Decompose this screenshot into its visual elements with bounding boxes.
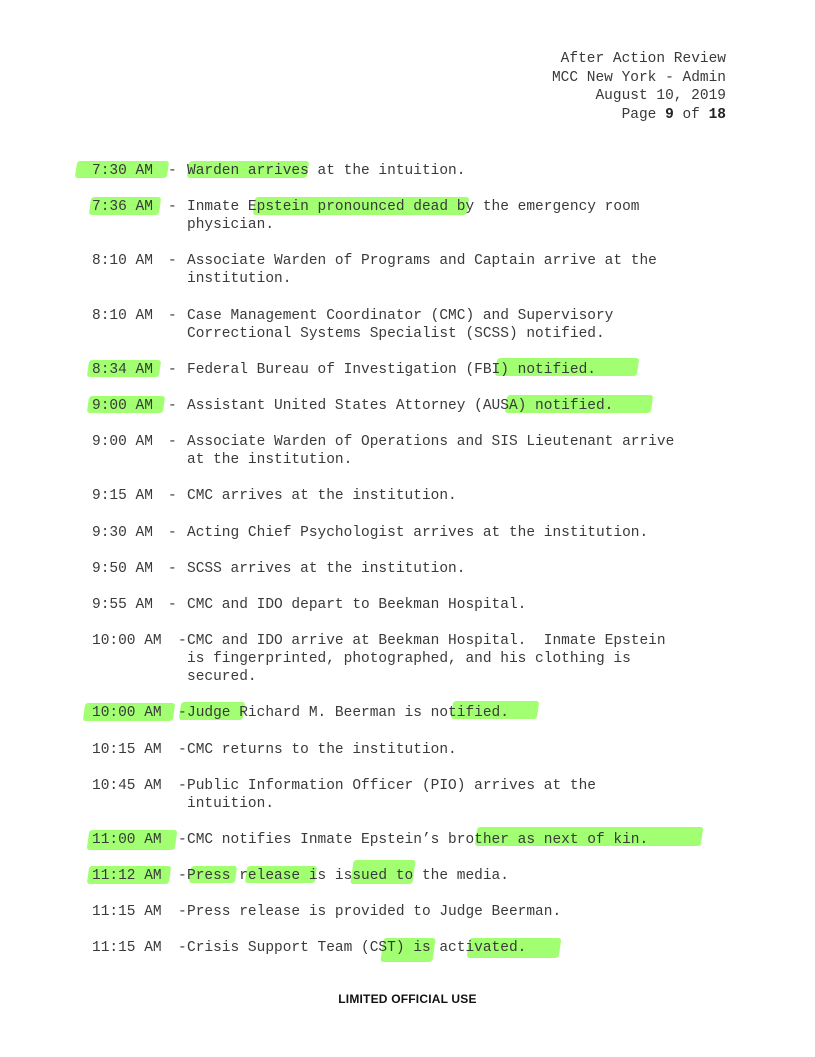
entry-description: Press release is issued to the media. — [187, 868, 509, 884]
entry-time: 10:00 AM — [92, 705, 162, 721]
entry-dash: - — [168, 308, 177, 324]
entry-dash: - — [168, 398, 177, 414]
entry-description: Press release is provided to Judge Beerman. — [187, 904, 562, 920]
entry-description: Acting Chief Psychologist arrives at the institution. — [187, 525, 649, 541]
entry-description: SCSS arrives at the institution. — [187, 561, 466, 577]
entry-dash: - — [168, 525, 177, 541]
entry-time: 10:15 AM — [92, 742, 162, 758]
entry-time: 11:15 AM — [92, 940, 162, 956]
entry-time: 8:34 AM — [92, 362, 153, 378]
entry-dash: - — [178, 705, 187, 721]
entry-dash: - — [168, 253, 177, 269]
entry-description: CMC and IDO arrive at Beekman Hospital. Inmate Epstein is fingerprinted, photographed, and his clothing is secured. — [187, 633, 666, 685]
entry-dash: - — [178, 633, 187, 649]
classification-footer: LIMITED OFFICIAL USE — [338, 992, 477, 1006]
entry-dash: - — [178, 778, 187, 794]
entry-dash: - — [168, 434, 177, 450]
entry-description: Warden arrives at the intuition. — [187, 163, 466, 179]
entry-time: 11:15 AM — [92, 904, 162, 920]
entry-time: 8:10 AM — [92, 253, 153, 269]
entry-time: 11:12 AM — [92, 868, 162, 884]
page-number: 9 — [665, 106, 674, 123]
entry-description: Assistant United States Attorney (AUSA) notified. — [187, 398, 614, 414]
page-prefix: Page — [621, 106, 666, 123]
entry-description: Associate Warden of Operations and SIS Lieutenant arrive at the institution. — [187, 434, 675, 468]
entry-description: Judge Richard M. Beerman is notified. — [187, 705, 509, 721]
entry-description: Associate Warden of Programs and Captain arrive at the institution. — [187, 253, 657, 287]
entry-description: Inmate Epstein pronounced dead by the emergency room physician. — [187, 199, 640, 233]
entry-time: 7:30 AM — [92, 163, 153, 179]
entry-description: CMC returns to the institution. — [187, 742, 457, 758]
entry-dash: - — [168, 163, 177, 179]
entry-dash: - — [178, 940, 187, 956]
entry-dash: - — [168, 199, 177, 215]
page-of: of — [673, 106, 709, 123]
entry-dash: - — [168, 561, 177, 577]
entry-time: 10:00 AM — [92, 633, 162, 649]
entry-dash: - — [168, 597, 177, 613]
entry-dash: - — [178, 742, 187, 758]
entry-description: Case Management Coordinator (CMC) and Supervisory Correctional Systems Specialist (SCSS) notified. — [187, 308, 614, 342]
page-total: 18 — [708, 106, 726, 123]
entry-time: 9:00 AM — [92, 434, 153, 450]
entry-description: Public Information Officer (PIO) arrives at the intuition. — [187, 778, 596, 812]
header-title: After Action Review — [560, 51, 726, 67]
entry-description: Crisis Support Team (CST) is activated. — [187, 940, 527, 956]
entry-time: 9:30 AM — [92, 525, 153, 541]
entry-description: CMC and IDO depart to Beekman Hospital. — [187, 597, 527, 613]
entry-time: 8:10 AM — [92, 308, 153, 324]
entry-description: Federal Bureau of Investigation (FBI) notified. — [187, 362, 596, 378]
header-facility: MCC New York - Admin — [551, 69, 726, 86]
entry-dash: - — [178, 904, 187, 920]
entry-dash: - — [168, 488, 177, 504]
entry-time: 9:15 AM — [92, 488, 153, 504]
header-date: August 10, 2019 — [595, 88, 726, 104]
entry-time: 9:50 AM — [92, 561, 153, 577]
entry-time: 9:00 AM — [92, 398, 153, 414]
entry-time: 7:36 AM — [92, 199, 153, 215]
entry-description: CMC notifies Inmate Epstein’s brother as next of kin. — [187, 832, 649, 848]
entry-description: CMC arrives at the institution. — [187, 488, 457, 504]
entry-time: 11:00 AM — [92, 832, 162, 848]
entry-dash: - — [178, 832, 187, 848]
entry-time: 9:55 AM — [92, 597, 153, 613]
entry-dash: - — [178, 868, 187, 884]
entry-time: 10:45 AM — [92, 778, 162, 794]
entry-dash: - — [168, 362, 177, 378]
